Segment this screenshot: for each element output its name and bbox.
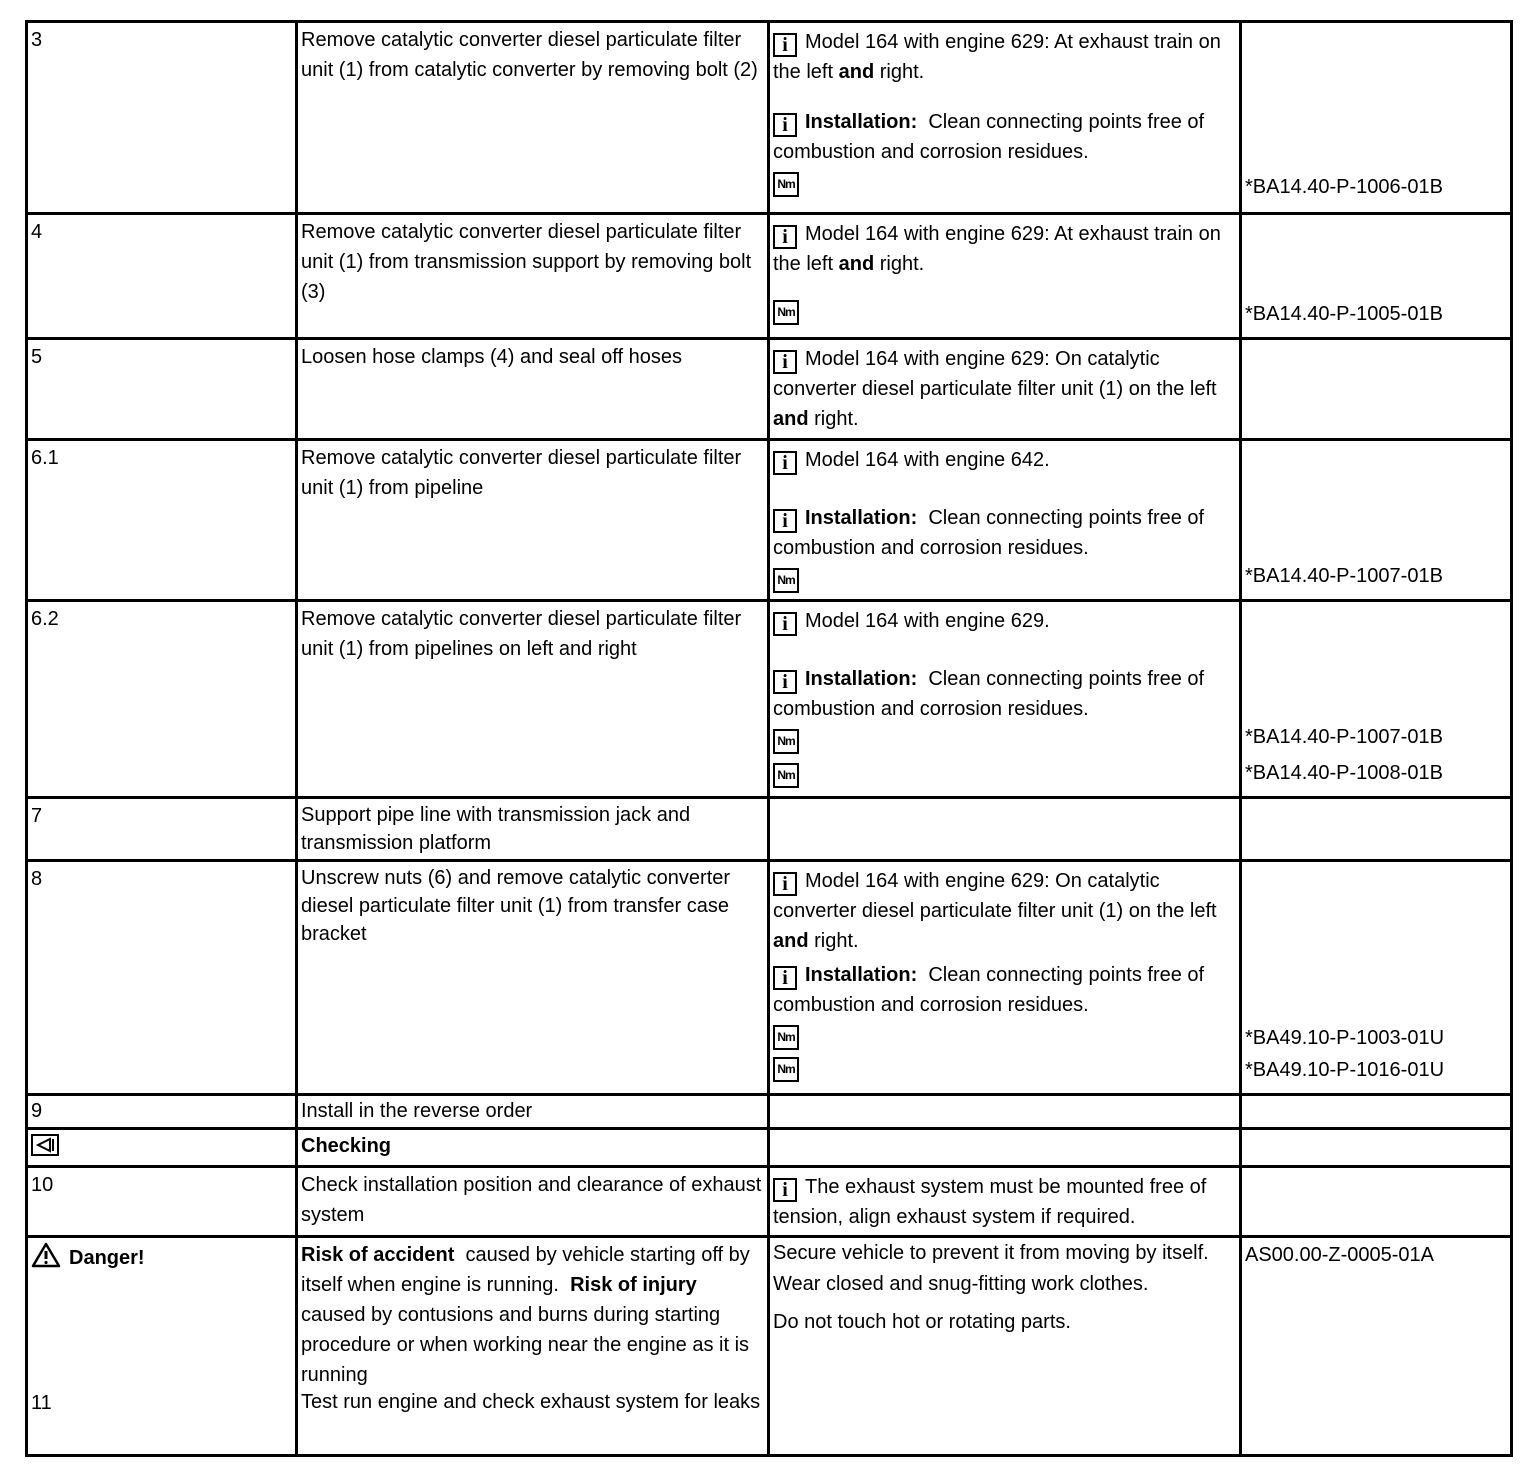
installation-text: Clean connecting points free of combustion and corrosion residues.: [773, 111, 1205, 163]
installation-label: Installation:: [805, 964, 918, 986]
step-number: 7: [27, 798, 297, 861]
step-action: Support pipe line with transmission jack and transmission platform: [297, 798, 769, 861]
torque-nm-icon[interactable]: Nm: [773, 300, 799, 325]
danger-label: Danger!: [69, 1247, 145, 1269]
step-action: Remove catalytic converter diesel particulate filter unit (1) from pipeline: [297, 440, 769, 601]
note-end: right.: [814, 930, 859, 952]
info-icon: i: [773, 670, 797, 694]
info-icon: i: [773, 451, 797, 475]
reference-cell: [1241, 214, 1512, 339]
step-number: 4: [27, 214, 297, 339]
reference-cell: [1241, 22, 1512, 214]
torque-reference-link[interactable]: *BA49.10-P-1003-01U: [1245, 1027, 1445, 1049]
step-notes: [769, 214, 1241, 339]
risk-description: [297, 1237, 769, 1456]
installation-label: Installation:: [805, 668, 918, 690]
note-text: Model 164 with engine 629: At exhaust train on the left: [773, 31, 1221, 83]
step-number: 10: [27, 1167, 297, 1237]
risk-accident-text: caused by vehicle starting off by itself when engine is running.: [301, 1244, 750, 1296]
checking-icon-cell: [27, 1129, 297, 1167]
warning-triangle-icon: [31, 1242, 61, 1268]
step-action: Remove catalytic converter diesel particulate filter unit (1) from catalytic converter by removing bolt (2): [297, 22, 769, 214]
installation-text: Clean connecting points free of combustion and corrosion residues.: [773, 507, 1205, 559]
step-number: 9: [27, 1095, 297, 1129]
info-icon: i: [773, 225, 797, 249]
note-and: and: [838, 253, 875, 275]
step-number: 5: [27, 339, 297, 440]
reference-cell: [1241, 861, 1512, 1095]
step-number: 3: [27, 22, 297, 214]
torque-reference-link[interactable]: *BA14.40-P-1007-01B: [1245, 565, 1443, 587]
reference-cell: [1241, 798, 1512, 861]
step-action: Unscrew nuts (6) and remove catalytic converter diesel particulate filter unit (1) from transfer case bracket: [297, 861, 769, 1095]
step-notes: [769, 1167, 1241, 1237]
note-end: right.: [879, 61, 925, 83]
table-row: [27, 22, 1512, 214]
info-icon: i: [773, 612, 797, 636]
info-icon: i: [773, 1178, 797, 1202]
step-action: Loosen hose clamps (4) and seal off hoses: [297, 339, 769, 440]
torque-nm-icon[interactable]: Nm: [773, 1057, 799, 1082]
step-notes: [769, 22, 1241, 214]
checking-heading: Checking: [297, 1129, 769, 1167]
torque-nm-icon[interactable]: Nm: [773, 729, 799, 754]
note-end: right.: [879, 253, 925, 275]
step-number: 11: [31, 1392, 52, 1414]
step-action: Test run engine and check exhaust system for leaks: [301, 1391, 761, 1413]
info-icon: i: [773, 113, 797, 137]
safety-measure: Wear closed and snug-fitting work clothes.: [773, 1273, 1149, 1295]
note-and: and: [773, 930, 809, 952]
torque-nm-icon[interactable]: Nm: [773, 763, 799, 788]
installation-text: Clean connecting points free of combustion and corrosion residues.: [773, 964, 1205, 1016]
step-action: Check installation position and clearance of exhaust system: [297, 1167, 769, 1237]
step-notes: [769, 798, 1241, 861]
note-text: The exhaust system must be mounted free of tension, align exhaust system if required.: [773, 1176, 1207, 1228]
note-text: Model 164 with engine 629: On catalytic converter diesel particulate filter unit (1) on the left: [773, 348, 1217, 400]
torque-reference-link[interactable]: *BA14.40-P-1007-01B: [1245, 726, 1443, 748]
step-notes: [769, 1095, 1241, 1129]
installation-label: Installation:: [805, 111, 918, 133]
danger-cell: [27, 1237, 297, 1456]
table-row: [27, 1095, 1512, 1129]
note-end: right.: [814, 408, 859, 430]
reference-cell: [1241, 440, 1512, 601]
table-row: [27, 798, 1512, 861]
procedure-table: [25, 20, 1513, 1457]
note-text: Model 164 with engine 642.: [805, 449, 1050, 471]
step-action: Install in the reverse order: [297, 1095, 769, 1129]
table-row: [27, 1129, 1512, 1167]
note-text: Model 164 with engine 629.: [805, 610, 1050, 632]
step-notes: [769, 861, 1241, 1095]
installation-label: Installation:: [805, 507, 918, 529]
table-row: [27, 861, 1512, 1095]
installation-text: Clean connecting points free of combustion and corrosion residues.: [773, 668, 1205, 720]
note-text: Model 164 with engine 629: At exhaust train on the left: [773, 223, 1221, 275]
info-icon: i: [773, 509, 797, 533]
info-icon: i: [773, 350, 797, 374]
safety-measure: Do not touch hot or rotating parts.: [773, 1311, 1071, 1333]
info-icon: i: [773, 966, 797, 990]
table-row: [27, 1237, 1512, 1456]
safety-measures: [769, 1237, 1241, 1456]
note-and: and: [773, 408, 809, 430]
safety-reference-link[interactable]: AS00.00-Z-0005-01A: [1245, 1244, 1435, 1266]
step-notes: [769, 601, 1241, 798]
step-action: Remove catalytic converter diesel particulate filter unit (1) from transmission support by removing bolt (3): [297, 214, 769, 339]
step-number: 6.1: [27, 440, 297, 601]
reference-cell: [1241, 1129, 1512, 1167]
reference-cell: [1241, 1237, 1512, 1456]
risk-injury-text: caused by contusions and burns during starting procedure or when working near the engine as it is running: [301, 1304, 750, 1386]
reference-cell: [1241, 339, 1512, 440]
step-number: 6.2: [27, 601, 297, 798]
table-row: [27, 440, 1512, 601]
info-icon: i: [773, 872, 797, 896]
step-action: Remove catalytic converter diesel particulate filter unit (1) from pipelines on left and right: [297, 601, 769, 798]
note-text: Model 164 with engine 629: On catalytic converter diesel particulate filter unit (1) on the left: [773, 870, 1217, 922]
torque-reference-link[interactable]: *BA49.10-P-1016-01U: [1245, 1059, 1445, 1081]
torque-nm-icon[interactable]: Nm: [773, 568, 799, 593]
checking-icon: [31, 1134, 59, 1156]
info-icon: i: [773, 33, 797, 57]
reference-cell: [1241, 601, 1512, 798]
risk-injury-label: Risk of injury: [570, 1274, 697, 1296]
table-row: [27, 339, 1512, 440]
safety-measure: Secure vehicle to prevent it from moving by itself.: [773, 1242, 1209, 1264]
step-number: 8: [27, 861, 297, 1095]
torque-reference-link[interactable]: *BA14.40-P-1008-01B: [1245, 762, 1443, 784]
table-row: [27, 1167, 1512, 1237]
torque-reference-link[interactable]: *BA14.40-P-1006-01B: [1245, 176, 1443, 198]
reference-cell: [1241, 1095, 1512, 1129]
torque-reference-link[interactable]: *BA14.40-P-1005-01B: [1245, 303, 1443, 325]
reference-cell: [1241, 1167, 1512, 1237]
table-row: [27, 214, 1512, 339]
risk-accident-label: Risk of accident: [301, 1244, 455, 1266]
step-notes: [769, 1129, 1241, 1167]
torque-nm-icon[interactable]: Nm: [773, 1025, 799, 1050]
step-notes: [769, 440, 1241, 601]
table-row: [27, 601, 1512, 798]
step-notes: [769, 339, 1241, 440]
torque-nm-icon[interactable]: Nm: [773, 172, 799, 197]
note-and: and: [838, 61, 875, 83]
